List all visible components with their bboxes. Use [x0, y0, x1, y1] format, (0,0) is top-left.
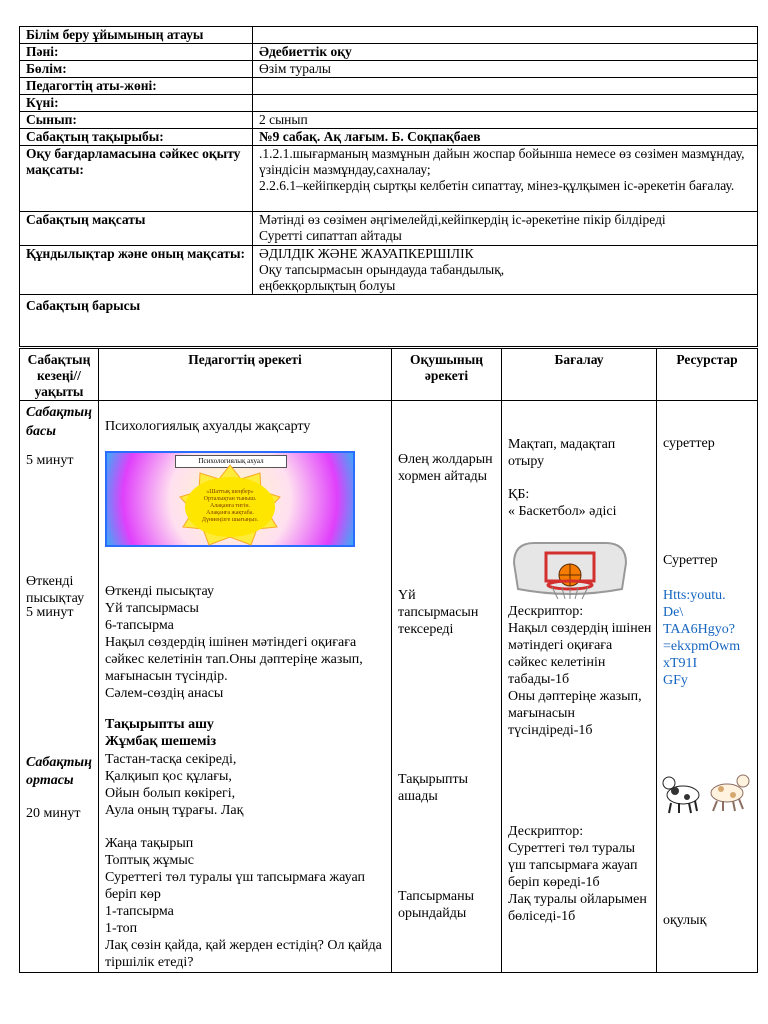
lesson-goal-label: Сабақтың мақсаты: [20, 212, 253, 246]
org-value: [253, 27, 758, 44]
col-student-header: Оқушының әрекеті: [392, 349, 502, 401]
process-label: Сабақтың барысы: [20, 295, 758, 347]
col-resources-header: Ресурстар: [657, 349, 758, 401]
basketball-hoop-icon: [510, 539, 630, 601]
student-action-2: Үй тапсырмасын тексереді: [398, 588, 479, 637]
lesson-info-table: [19, 26, 758, 347]
resource-textbook: оқулық: [663, 913, 707, 928]
new-topic-text: Жаңа тақырып Топтық жұмыс Суреттегі төл туралы үш тапсырмаға жауап беріп көр 1-тапсырма 1-топ Лақ сөзін қайда, қай жерден естідің? Ол қайда тіршілік етеді?: [105, 836, 382, 970]
psych-climate-image: [105, 451, 355, 547]
resources-cell: [657, 401, 758, 973]
teacher-review-text: Өткенді пысықтау Үй тапсырмасы 6-тапсырма Нақыл сөздердің ішінен мәтіндегі оқиғаға сәйкес келетінін тап.Оны дәптеріңе жазып, мағынасын түсіндір. Сәлем-сөздің анасы: [105, 584, 363, 701]
resource-video-link[interactable]: Htts:youtu. De\ TAA6Hgyo? =ekxpmOwm xT91I GFy: [663, 588, 741, 688]
riddle-heading: Жұмбақ шешеміз: [105, 734, 217, 749]
topic-value: №9 сабақ. Ақ лағым. Б. Соқпақбаев: [253, 129, 758, 146]
assessment-descriptor-1: Дескриптор: Нақыл сөздердің ішінен мәтіндегі оқиғаға сәйкес келетінін табады-1б Оны дәптеріңе жазып, мағынасын түсіндіреді-1б: [508, 604, 652, 738]
resource-pictures-1: суреттер: [663, 436, 715, 451]
date-value: [253, 95, 758, 112]
section-value: Өзім туралы: [253, 61, 758, 78]
image-caption: Психологиялық ахуал: [175, 455, 287, 468]
stage-middle-title: Сабақтың ортасы: [26, 755, 92, 788]
teacher-cell: [99, 401, 392, 973]
org-label: Білім беру ұйымының атауы: [20, 27, 253, 44]
teacher-name-label: Педагогтің аты-жөні:: [20, 78, 253, 95]
col-assessment-header: Бағалау: [502, 349, 657, 401]
teacher-name-value: [253, 78, 758, 95]
topic-heading: Тақырыпты ашу: [105, 717, 214, 732]
date-label: Күні:: [20, 95, 253, 112]
student-action-3: Тақырыпты ашады: [398, 772, 469, 804]
grade-value: 2 сынып: [253, 112, 758, 129]
assessment-cell: [502, 401, 657, 973]
values-label: Құндылықтар және оның мақсаты:: [20, 246, 253, 295]
topic-label: Сабақтың тақырыбы:: [20, 129, 253, 146]
subject-label: Пәні:: [20, 44, 253, 61]
col-stage-header: Сабақтың кезеңі// уақыты: [20, 349, 99, 401]
values-value: ӘДІЛДІК ЖӘНЕ ЖАУАПКЕРШІЛІК Оқу тапсырмасын орындауда табандылық, еңбекқорлықтың болуы: [253, 246, 758, 295]
stage-cell: [20, 401, 99, 973]
goat-kids-icon: [661, 769, 755, 817]
stage-middle-time: 20 минут: [26, 806, 81, 821]
learning-objectives-value: .1.2.1.шығарманың мазмұнын дайын жоспар бойынша немесе өз сөзімен мазмұндау, үзіндісін мазмұндау,сахналау; 2.2.6.1–кейіпкердің сыртқы келбетін сипаттау, мінез-құлқымен іс-әрекетін бағалау.: [253, 146, 758, 212]
teacher-intro: Психологиялық ахуалды жақсарту: [105, 419, 311, 434]
student-action-1: Өлең жолдарын хормен айтады: [398, 452, 493, 484]
grade-label: Сынып:: [20, 112, 253, 129]
stage-review-time: 5 минут: [26, 605, 74, 620]
assessment-praise: Мақтап, мадақтап отыру: [508, 437, 616, 469]
assessment-method: ҚБ: « Баскетбол» әдісі: [508, 487, 617, 519]
student-action-4: Тапсырманы орындайды: [398, 889, 475, 921]
riddle-text: Тастан-тасқа секіреді, Қалқиып қос құлағы, Ойын болып көкірегі, Аула оның тұрағы. Лақ: [105, 752, 244, 818]
stage-start-time: 5 минут: [26, 453, 74, 468]
lesson-goal-value: Мәтінді өз сөзімен әңгімелейді,кейіпкердің іс-әрекетіне пікір білдіреді Суретті сипаттап айтады: [253, 212, 758, 246]
section-label: Бөлім:: [20, 61, 253, 78]
resource-pictures-2: Суреттер: [663, 553, 718, 568]
subject-value: Әдебиеттік оқу: [253, 44, 758, 61]
stage-start-title: Сабақтың басы: [26, 405, 92, 439]
learning-objectives-label: Оқу бағдарламасына сәйкес оқыту мақсаты:: [20, 146, 253, 212]
lesson-process-table: [19, 348, 758, 973]
col-teacher-header: Педагогтің әрекеті: [99, 349, 392, 401]
stage-review-title: Өткенді пысықтау: [26, 574, 85, 606]
student-cell: [392, 401, 502, 973]
image-text: «Шаттық шеңбер» Орталықтан тыныш. Алақанға тигін. Алақанға жақтаба. Дүниеңізге шығыңыз.: [201, 489, 259, 523]
assessment-descriptor-2: Дескриптор: Суреттегі төл туралы үш тапсырмаға жауап беріп көреді-1б Лақ туралы ойларымен бөліседі-1б: [508, 824, 647, 924]
